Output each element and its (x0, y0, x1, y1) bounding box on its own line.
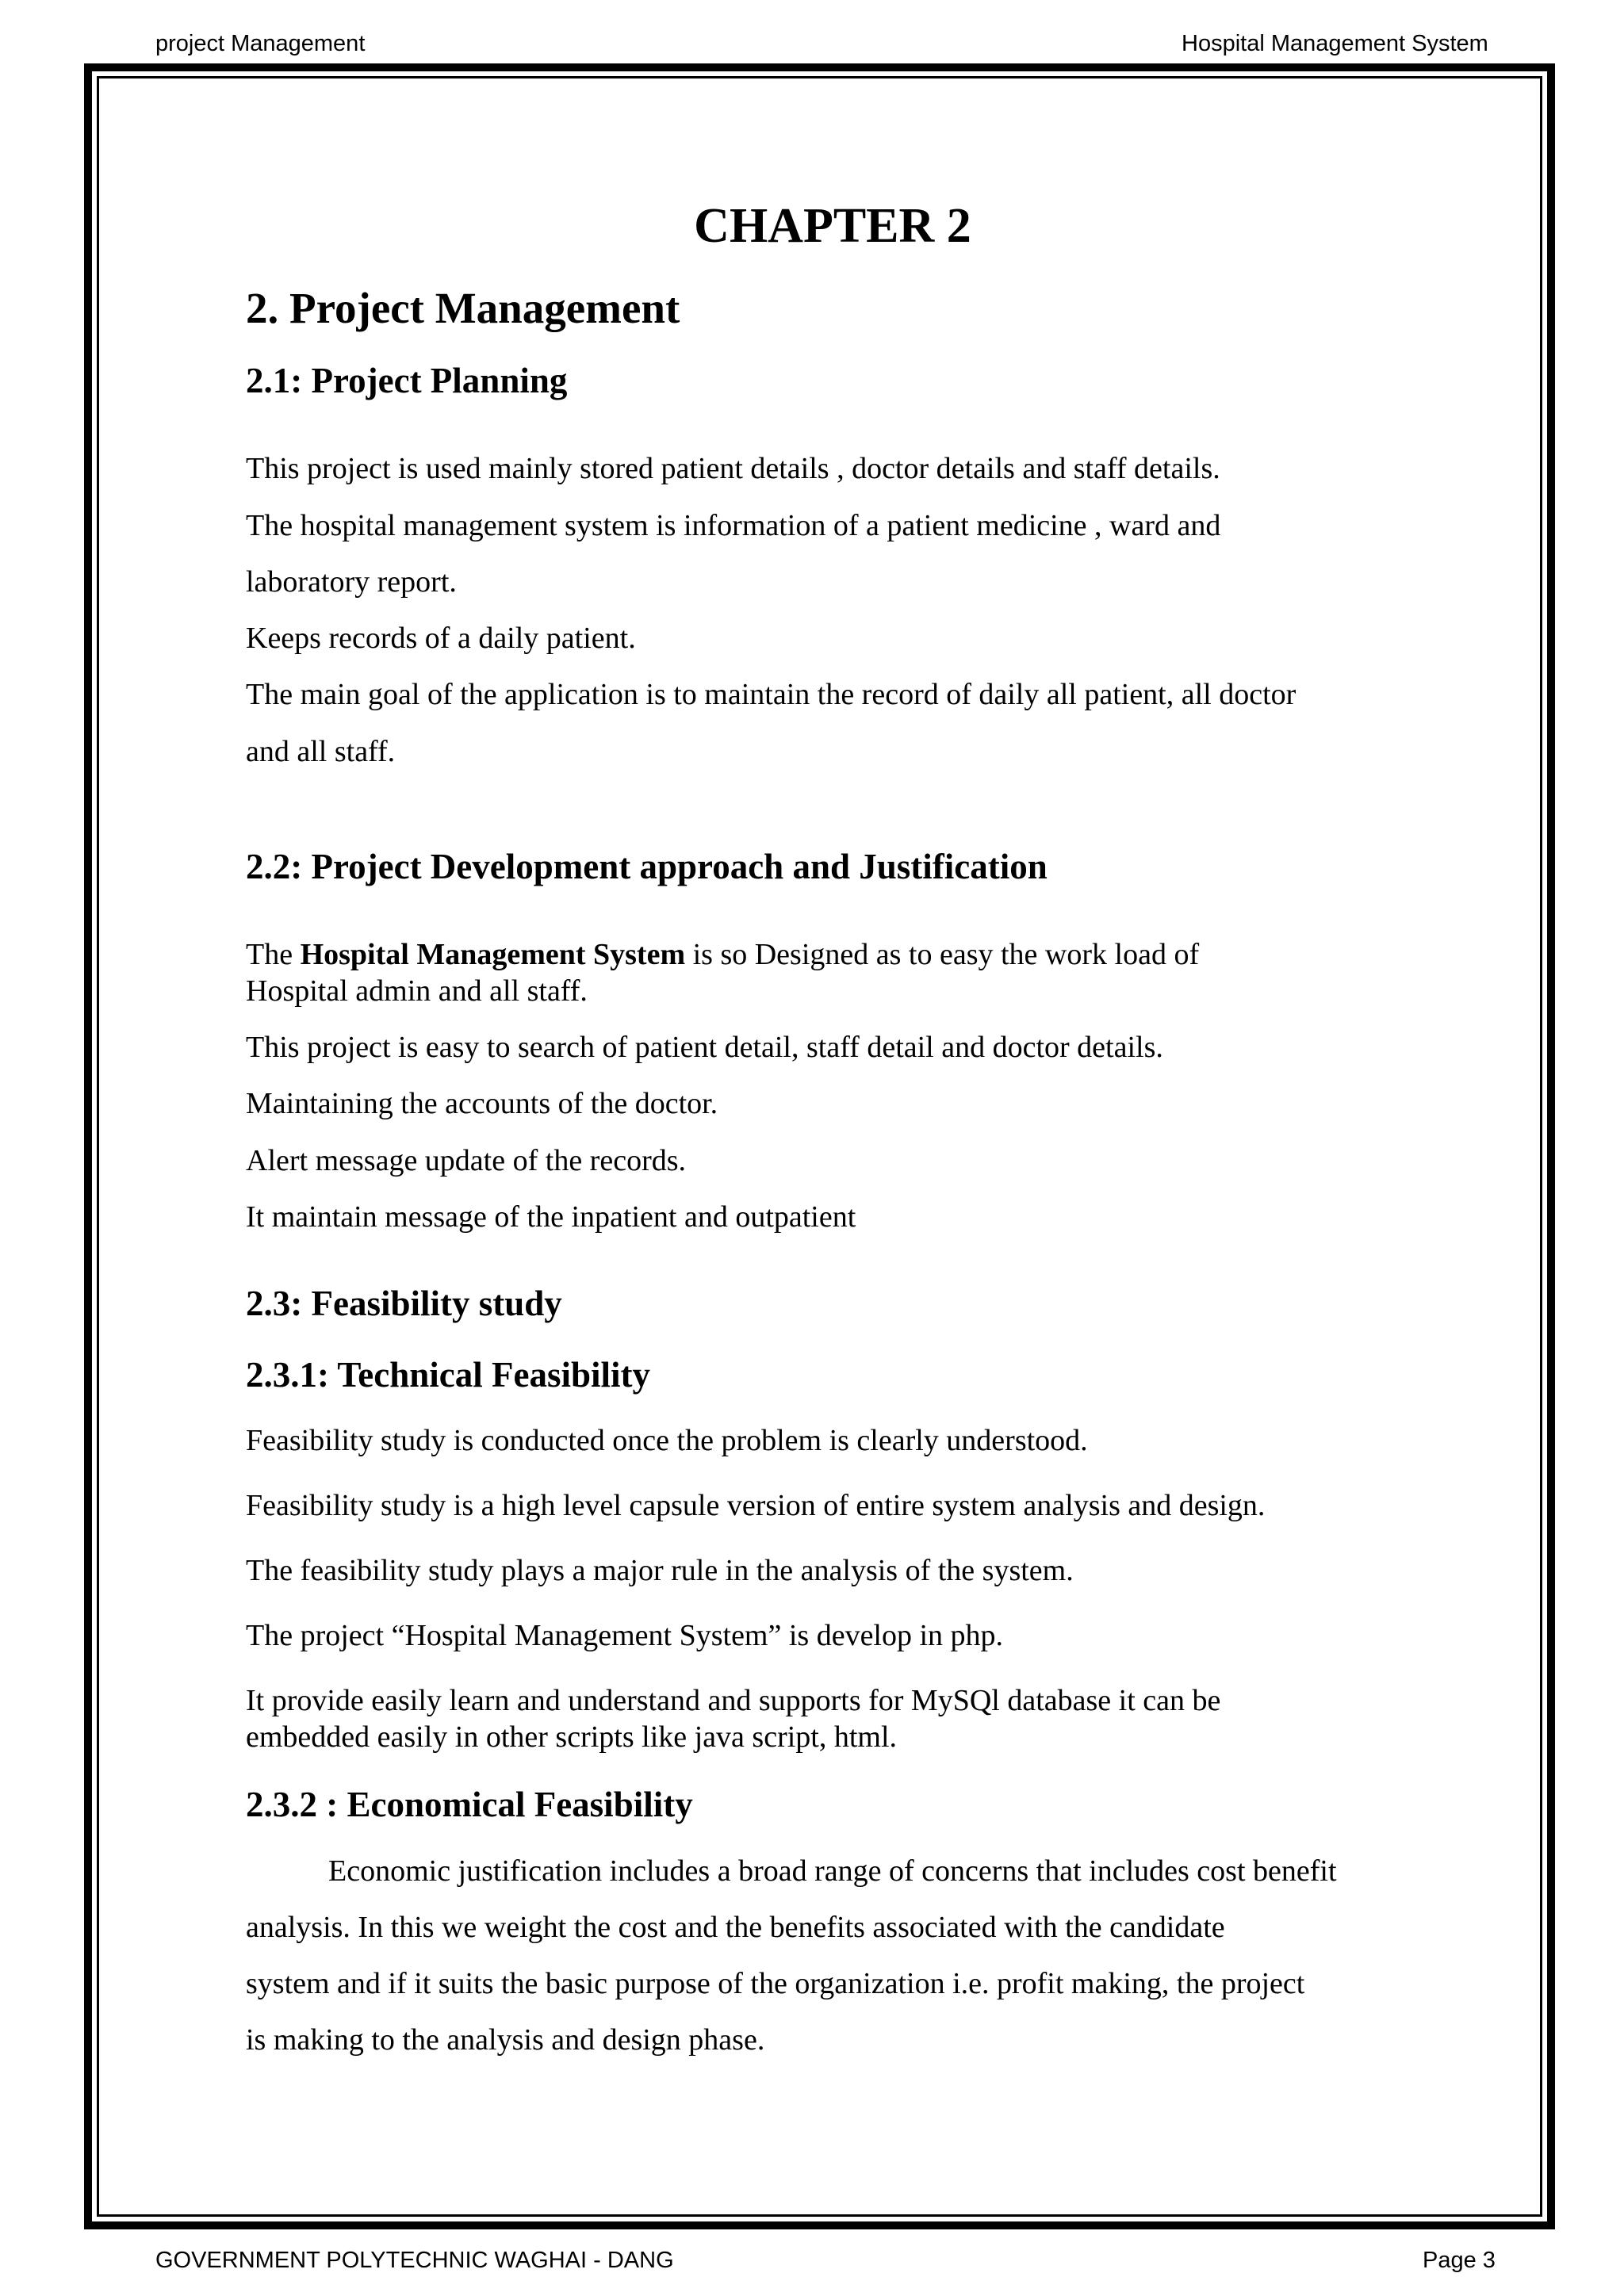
paragraph-line: Feasibility study is conducted once the problem is clearly understood. (246, 1424, 1088, 1457)
section-title: 2. Project Management (246, 284, 680, 332)
running-footer-left: GOVERNMENT POLYTECHNIC WAGHAI - DANG (155, 2248, 674, 2273)
paragraph-line: The hospital management system is information of a patient medicine , ward and (246, 509, 1221, 542)
heading-project-planning: 2.1: Project Planning (246, 361, 568, 400)
paragraph-line: The feasibility study plays a major rule in the analysis of the system. (246, 1554, 1074, 1587)
paragraph-line: embedded easily in other scripts like java script, html. (246, 1720, 898, 1754)
paragraph-line: The main goal of the application is to maintain the record of daily all patient, all doctor (246, 678, 1297, 711)
chapter-heading: CHAPTER 2 (694, 199, 971, 253)
heading-economical-feasibility: 2.3.2 : Economical Feasibility (246, 1785, 693, 1824)
paragraph-line: This project is easy to search of patient detail, staff detail and doctor details. (246, 1031, 1163, 1064)
heading-technical-feasibility: 2.3.1: Technical Feasibility (246, 1355, 651, 1395)
paragraph-line: Feasibility study is a high level capsule version of entire system analysis and design. (246, 1489, 1266, 1522)
paragraph-line: and all staff. (246, 735, 396, 768)
paragraph-line: This project is used mainly stored patient details , doctor details and staff details. (246, 452, 1220, 485)
paragraph-line: It provide easily learn and understand and supports for MySQl database it can be (246, 1684, 1221, 1717)
running-header-left: project Management (155, 31, 366, 56)
paragraph-line: Alert message update of the records. (246, 1144, 687, 1177)
intro-pre: The (246, 938, 301, 971)
paragraph-line (246, 936, 1199, 973)
running-header-right: Hospital Management System (1182, 31, 1488, 56)
paragraph-line: Hospital admin and all staff. (246, 974, 588, 1008)
page-number: Page 3 (1423, 2248, 1496, 2273)
paragraph-line: The project “Hospital Management System” is develop in php. (246, 1619, 1004, 1652)
system-name-bold: Hospital Management System (300, 938, 686, 971)
paragraph-line: Keeps records of a daily patient. (246, 622, 636, 655)
paragraph-line: analysis. In this we weight the cost and the benefits associated with the candidate (246, 1911, 1225, 1944)
intro-post: is so Designed as to easy the work load of (685, 938, 1200, 971)
paragraph-line: is making to the analysis and design phase. (246, 2023, 765, 2057)
heading-feasibility-study: 2.3: Feasibility study (246, 1284, 562, 1323)
paragraph-line: Maintaining the accounts of the doctor. (246, 1087, 718, 1120)
paragraph-line: system and if it suits the basic purpose of the organization i.e. profit making, the project (246, 1967, 1305, 2000)
paragraph-line: It maintain message of the inpatient and outpatient (246, 1200, 856, 1234)
paragraph-line: Economic justification includes a broad range of concerns that includes cost benefit (328, 1854, 1337, 1888)
heading-development-approach: 2.2: Project Development approach and Justification (246, 847, 1048, 886)
paragraph-line: laboratory report. (246, 565, 457, 599)
